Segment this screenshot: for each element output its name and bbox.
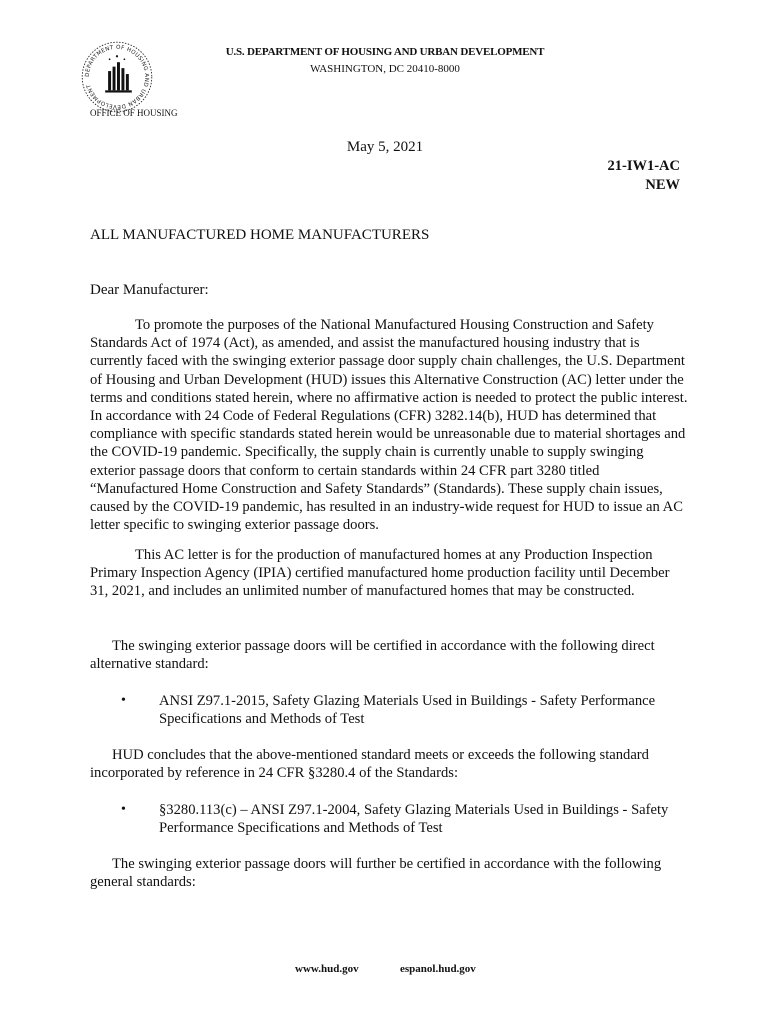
bullet-item (121, 692, 689, 728)
bullet-icon: • (121, 802, 126, 817)
body-paragraph-5: The swinging exterior passage doors will further be certified in accordance with the following general standards: (90, 856, 662, 891)
department-address: WASHINGTON, DC 20410-8000 (310, 63, 460, 75)
body-paragraph-3: The swinging exterior passage doors will be certified in accordance with the following direct alternative standard: (90, 638, 655, 673)
bullet-item (121, 801, 689, 837)
salutation: Dear Manufacturer: (90, 282, 209, 298)
office-name: OFFICE OF HOUSING (90, 108, 178, 118)
bullet-text: §3280.113(c) – ANSI Z97.1-2004, Safety Glazing Materials Used in Buildings - Safety Performance Specifications and Methods of Test (159, 802, 669, 837)
addressee: ALL MANUFACTURED HOME MANUFACTURERS (90, 227, 430, 243)
footer-link-hud[interactable]: www.hud.gov (295, 963, 359, 975)
letter-reference (608, 157, 681, 195)
bullet-text: ANSI Z97.1-2015, Safety Glazing Materials Used in Buildings - Safety Performance Specifications and Methods of Test (159, 693, 656, 728)
body-paragraph-1: To promote the purposes of the National Manufactured Housing Construction and Safety Standards Act of 1974 (Act), as amended, and assist the manufactured housing industry that is currently faced with the swinging exterior passage door supply chain challenges, the U.S. Department of Housing and Urban Development (HUD) issues this Alternative Construction (AC) letter under the terms and conditions stated herein, where no affirmative action is needed to protect the public interest. In accordance with 24 Code of Federal Regulations (CFR) 3282.14(b), HUD has determined that compliance with specific standards stated herein would be unreasonable due to material shortages and the COVID-19 pandemic. Specifically, the supply chain is currently unable to supply swinging exterior passage doors that conform to certain standards within 24 CFR part 3280 titled “Manufactured Home Construction and Safety Standards” (Standards). These supply chain issues, caused by the COVID-19 pandemic, has resulted in an industry-wide request for HUD to issue an AC letter specific to swinging exterior passage doors. (90, 317, 688, 534)
body-paragraph-4: HUD concludes that the above-mentioned standard meets or exceeds the following standard incorporated by reference in 24 CFR §3280.4 of the Standards: (90, 747, 649, 782)
hud-seal-logo (80, 40, 154, 114)
reference-number: 21-IW1-AC (607, 158, 680, 174)
bullet-icon: • (121, 693, 126, 708)
footer-link-espanol[interactable]: espanol.hud.gov (400, 963, 476, 975)
department-title: U.S. DEPARTMENT OF HOUSING AND URBAN DEVELOPMENT (225, 46, 545, 58)
body-paragraph-2: This AC letter is for the production of manufactured homes at any Production Inspection Primary Inspection Agency (IPIA) certified manufactured home production facility until December 31, 2021, and includes an unlimited number of manufactured homes that may be constructed. (90, 547, 670, 600)
reference-status: NEW (645, 177, 680, 193)
svg-text:DEPARTMENT OF HOUSING AND URBA: DEPARTMENT OF HOUSING AND URBAN DEVELOPMENT (84, 44, 150, 110)
letter-date: May 5, 2021 (346, 139, 424, 155)
